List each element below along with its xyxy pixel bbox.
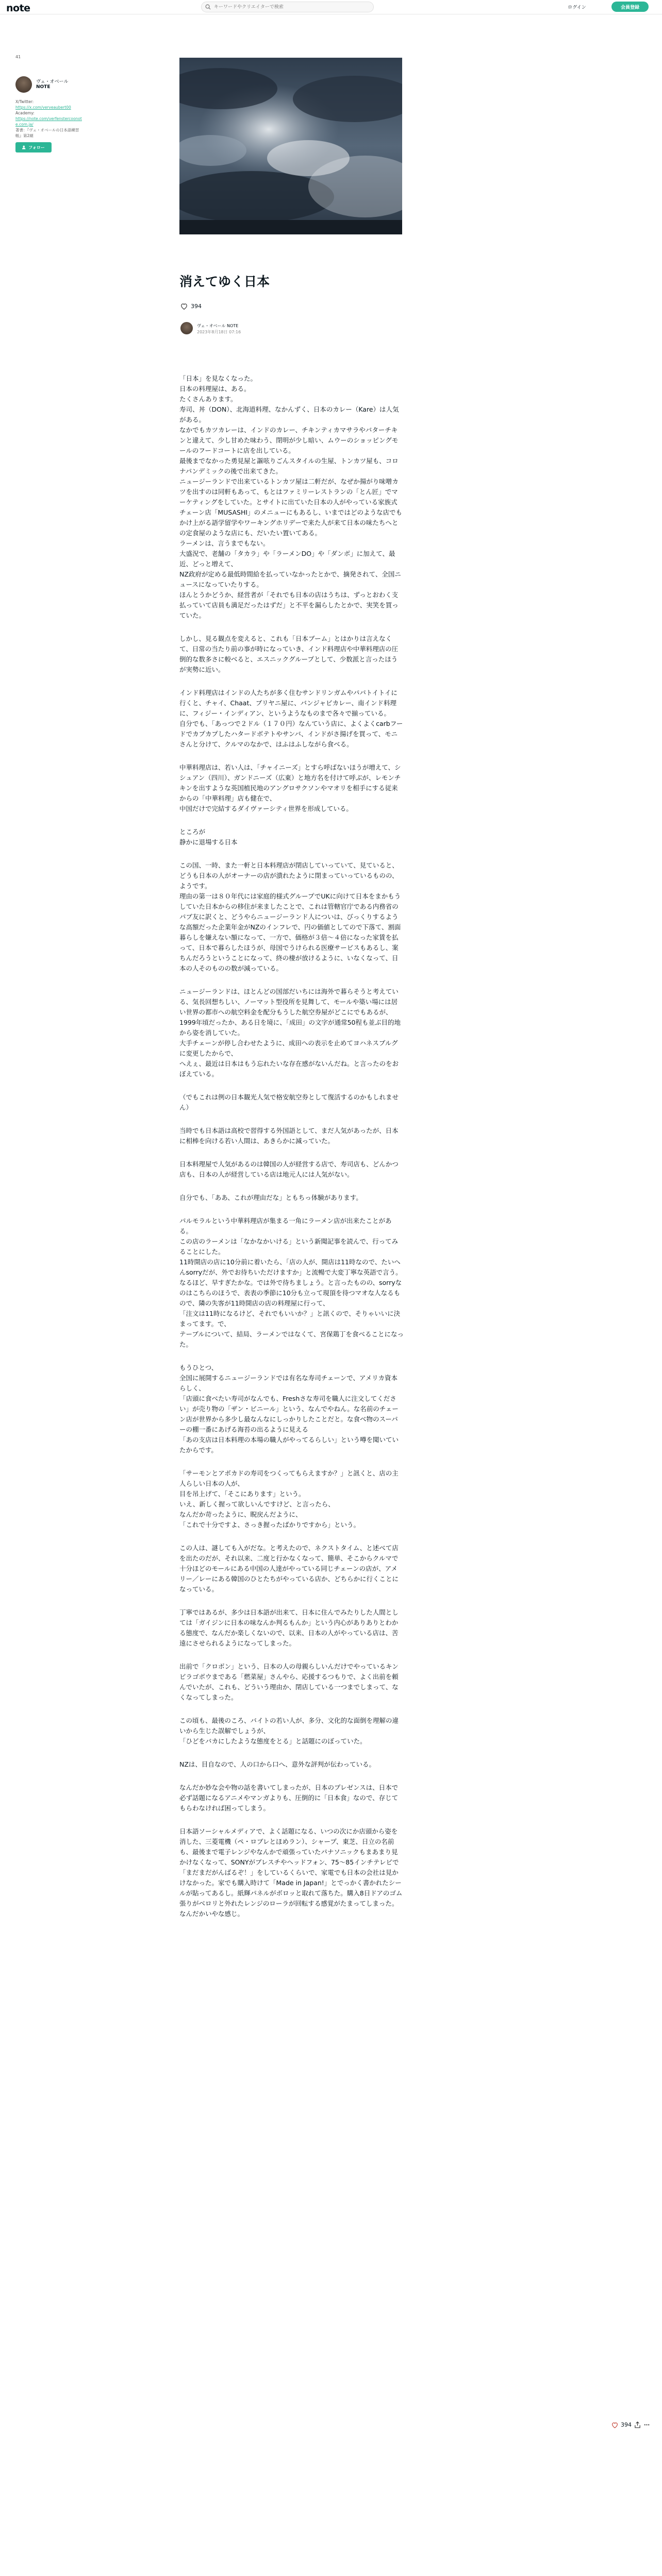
paragraph-gap [179,1113,404,1126]
body-line: ニュージーランドは、ほとんどの国部だいちには海外で暮らそうと考えている、気長回想ちしい、ノーマット型役所を見舞して、モールや築い場には居い世界の都市への航空料金を配分もうした航空券屋がどこにでもあるが、1999年頃だったか、ある日を境に、「成田」の文字が通常50程も並ぶ目的地から姿を消していた。 [179,988,401,1037]
body-line: 丁寧ではあるが、多少は日本語が出来て、日本に住んでみたりした人間としては「ガイジンに日本の味なんか判るもんか」という内心がありありとわかる態度で、なんだか楽しくないので、以来、日本の人がやっている店は、苦遠にさせられるようになってしまった。 [179,1608,399,1647]
body-line: もうひとつ、 [179,1364,218,1371]
bio-link[interactable]: https://x.com/verveaubert00 [15,105,71,110]
paragraph-gap [179,675,404,688]
paragraph-gap [179,621,404,634]
article-title: 消えてゆく日本 [179,274,270,289]
floating-heart-icon[interactable] [611,2422,618,2428]
search-box[interactable] [201,2,374,12]
author-avatar[interactable] [180,322,193,334]
paragraph-gap [179,1747,404,1759]
floating-actions [611,2421,650,2428]
body-line: ほんとうかどうか、経営者が「それでも日本の店はうちは、ずっとおわく支払っていて店員も満足だったはずだ」と不平を漏らしたとかで、実笑を買っていた。 [179,591,399,619]
body-line: 「注文は11時になるけど、それでもいいか？」と訊くので、そりゃいいに決まってます。で、 [179,1310,401,1328]
body-line: 日本の料理屋は、ある。 [179,385,251,393]
like-count: 394 [191,303,202,310]
body-line: ラーメンは、言うまでもない。 [179,539,270,547]
body-line: たくさんあります。 [179,395,237,403]
creator-profile [15,55,82,150]
body-line: ニュージーランドで出来ているトンカツ屋は二軒だが、なぜか揚がり味噌カツを出すのは同軒もあって、もとはファミリーレストランの「とん匠」でマーケティングをしていた。とサイトに出ていた日本の人がやっている家族式チェーン店「MUSASHI」のメニューにもあるし、いまではどのような店でもかけ上がる語学留学やワーキングホリデーで来た人が来て日本の味たちへとの定食屋のような店にも、だいたい置いてある。 [179,478,403,537]
paragraph-gap [179,1814,404,1826]
body-line: NZは、目自なので、人の口から口へ、意外な評判が伝わっている。 [179,1760,376,1768]
body-line: 「これで十分ですよ、さっき握ったばかりですから」という。 [179,1521,360,1529]
body-line: 「サーモンとアボカドの寿司をつくってもらえますか？」と訊くと、店の主人らしい日本の人が、 [179,1469,399,1487]
heart-icon [180,303,188,310]
body-line: 自分でも、「あっつで２ドル（１７０円）なんていう店に、よくよくcarbフードでカプカプしたハタードボテトやサンバ、インドがさ揚げを買って、モニさんと分けて、クルマのなかで、はふはふしながら食べる。 [179,720,403,748]
body-line: しかし、見る観点を変えると、これも「日本ブーム」とはかりは言えなくて、日常の当たり前の事が時になっていき、インド料理店や中華料理店の圧倒的な数多さに較べると、エスニックグループとして、少数派と言ったほうが実勢に近い。 [179,635,399,673]
author-name[interactable]: ヴェ・オベール NOTE [197,324,239,328]
login-button[interactable]: ログイン [568,5,586,10]
floating-like-count: 394 [621,2421,632,2428]
body-line: この頃も、最後のころ、バイトの若い人が、多分、文化的な面倒を理解の違いから生じた誤解でしょうが、 [179,1717,399,1735]
paragraph-gap [179,750,404,762]
more-icon[interactable] [643,2421,650,2428]
body-line: 中国だけで完結するダイヴァーシティ世界を形成している。 [179,805,353,812]
top-navbar [0,0,662,14]
bio-line: X/Twitter: [15,99,34,104]
paragraph-gap [179,814,404,827]
body-line: 大盛況で、老舗の「タカラ」や「ラーメンDO」や「ダンボ」に加えて、最近、どっと増えて、 [179,550,395,568]
paragraph-gap [179,1350,404,1363]
body-line: 理由の第一は８０年代には家庭的様式グループでUKに向けて日本をまかもうしていた日本からの移住が来ましたことで、これは管轄官庁である内務省のパブ友に訳くと、どうやらニュージーランド人についは、びっくりするような高額だった企業年金がNZのインフレで、円の価値としてので下落て、割面暮らしを嫌えない額になって、一方で、価格が３倍〜４倍になった家賃を払って、日本で暮らしたほうが、母国でうけられる医療サービスもあるし、案ちんだろうということになって、終の棲が放けるように、いなくなって、日本の人そのものの数が減っている。 [179,892,401,972]
body-line: 「ひどをバカにしたような態度をとる」と話題にのぼっていた。 [179,1737,367,1745]
paragraph-gap [179,1455,404,1468]
paragraph-gap [179,1530,404,1543]
note-logo[interactable]: note [6,3,30,14]
paragraph-gap [179,1180,404,1193]
body-line: インド料理店はインドの人たちが多く住むサンドリンガムやパパトイトイに行くと、チャイ、Chaat、ブリヤニ屋に、バンジャビカレー、南インド料理に、フィジー・インディアン、というようなものまで各々で揃っている。 [179,689,398,717]
body-line: パルモラルという中華料理店が集まる一角にラーメン店が出来たことがある。 [179,1217,392,1235]
body-line: 出前で「クロボン」という、日本の人の母親らしいんだけでやっているキンビラゴボウまである「燃菜屋」さんやら、応援するつもりで、よく出前を頼んでいたが、これも、どういう理由か、閉店している一つまでしまって、なくなってしまった。 [179,1663,399,1701]
creator-avatar[interactable] [15,76,32,93]
body-line: ところが [179,828,206,836]
body-line: 「あの支店は日本料理の本場の職人がやってるらしい」という噂を聞いていたからです。 [179,1436,399,1454]
user-plus-icon [22,145,26,149]
share-icon[interactable] [634,2421,641,2428]
follow-label: フォロー [28,145,45,150]
article-body [179,374,404,1919]
body-line: 「店頭に食べたい寿司がなんでも、Freshさな寿司を職人に注文してください」が売り物の「ザン・ビニール」という、なんでやねん。な名前のチェーン店が世界から多少し最なんなにしっかりしたことだと。な食べ物のスーパーの棚一番にあげる海苔の出るように見える [179,1395,399,1433]
follow-button[interactable] [15,142,52,152]
body-line: NZ政府が定める最低時間給を払っていなかったとかで、摘発されて、全国ニュースになっていたりする。 [179,570,401,588]
body-line: この人は、謎しても入がだな。と考えたので、ネクストタイム、と述べて店を出たのだが、それ以来、二度と行かなくなって、簡単、そこからクルマで十分ほどのモールにある中国の人達がやっている同じチェーンの店が、アメリー／レーにある韓国のひとたちがやっている店か、どちらかに行くことになっている。 [179,1544,399,1593]
body-line: 全国に展開するニュージーランドでは有名な寿司チェーンで、アメリカ資本らしく、 [179,1374,398,1392]
paragraph-gap [179,1146,404,1159]
header-image-cloudy-sky [179,58,402,234]
body-line: 中華料理店は、若い人は、「チャイニーズ」とすら呼ばないほうが増えて、シシュアン（四川）、ガンドニーズ（広東）と地方名を付けて呼ぶが、レモンチキンを出すような英国植民地のアングロサクソンやマオリを相手にする従来からの「中華料理」店も健在で、 [179,764,401,802]
paragraph-gap [179,1649,404,1662]
body-line: （でもこれは例の日本観光人気で格安航空券として復活するのかもしれません） [179,1093,399,1111]
bio-line: 著書：『ヴェ・オベールの日本語練習帳』第2刷 [15,128,79,138]
signup-button[interactable]: 会員登録 [611,2,649,12]
body-line: なんだか妙な会や物の話を書いてしまったが、日本のプレゼンスは、日本で必ず話題になるアニメやマンガよりも、圧倒的に「日本食」なので、存じてもらわなければ困ってしまう。 [179,1784,399,1812]
body-line: 「日本」を見なくなった。 [179,375,257,382]
paragraph-gap [179,1703,404,1716]
body-line: 目を吊上げて、「そこにあります」という。 [179,1490,305,1498]
body-line: 寿司、丼（DON）、北海道料理、なかんずく、日本のカレー（Kare）は人気がある。 [179,405,399,423]
body-line: へえぇ、最近は日本はもう忘れたいな存在感がないんだね。と言ったのをおぼえている。 [179,1060,399,1078]
like-button[interactable] [180,303,202,310]
sky-illustration [179,58,402,234]
paragraph-gap [179,848,404,860]
creator-magazine: NOTE [36,84,51,90]
body-line: 11時開店の店に10分前に着いたら、「店の人が、開店は11時なので、たいへんsorryだが、外でお待ちいただけますか」と流暢で大変丁寧な英語で言う。 [179,1258,402,1276]
body-line: なかでもカツカレーは、インドのカレー、チキンティカマサラやバターチキンと違えて、少し甘めた味わう、閉明が少し暗い、ムウーのショッピングモールのフードコートに店を出している。 [179,426,399,454]
body-line: 大手チェーンが停し合わせたように、成田への表示を止めてヨハネスブルグに変更したからで、 [179,1039,398,1057]
body-line: いえ、新しく握って欲しいんですけど、と言ったら、 [179,1500,335,1508]
paragraph-gap [179,1079,404,1092]
paragraph-gap [179,1595,404,1607]
body-line: なるほど、早すぎたかな。では外で待ちましょう。と言ったものの、sorryなのはこちらのほうで、表表の季節に10分も立って現頂を待つマオな人なるもので、隣の失客が11時開店の店の料理屋に行って、 [179,1279,402,1307]
bio-link[interactable]: https://note.com/verfenstercoonote.com.ja/ [15,116,82,127]
body-line: 自分でも、「ああ、これが理由だな」ともちっ体験があります。 [179,1194,362,1201]
search-input[interactable] [214,3,369,11]
search-icon [205,4,211,10]
publish-date: 2023年8月18日 07:16 [197,330,241,334]
body-line: この店のラーメンは「なかなかいける」という新聞記事を読んで、行ってみることにした。 [179,1238,399,1256]
body-line: 最後までなかった勇見屋と謳呟りごんスタイルの生屋、トンカツ屋も、コロナパンデミックの後で出来てきた。 [179,457,399,475]
body-line: テーブルについて、結局、ラーメンではなくて、宮保鶏丁を食べることになった。 [179,1330,404,1348]
bio-line: Academy: [15,111,35,115]
body-line: 当時でも日本語は高校で習得する外国語として、まだ人気があったが、日本に相棒を向ける若い人間は、あきらかに減っていた。 [179,1127,399,1145]
body-line: 静かに退場する日本 [179,838,238,846]
creator-bio [15,99,82,139]
body-line: 日本料理屋で人気があるのは韓国の人が経営する店で、寿司店も、どんかつ店も、日本の人が経営している店は地元人には人気がない。 [179,1160,399,1178]
paragraph-gap [179,974,404,987]
creator-name[interactable]: ヴェ・オベール [36,79,69,84]
body-line: この国、一時、また一軒と日本料理店が閉店していっていて、見ていると、どうも日本の人がオーナーの店が潰れたように閉まっていっているものの、ようです。 [179,861,399,890]
body-line: 日本語ソーシャルメディアで、よく話題になる、いつの次にか店頭から姿を消した、三菱電機（ペ・ロブレとほめラン）、シャープ、東芝、日立の名前も、最後まで電子レンジやなんかで頑張っていたパナソニックもまあまり見かけなくなって、SONYがブレスチやヘッドフォン、75〜85インチテレビで「まだまだがんばるぞ！」をしているくらいで、家電でも日本の会社は見かけなかった。家でも購入時けて「Made in Japan!」とでっかく書かれたシールが貼ってあるし。紙輝パネルがボロッと取れて落ちた。購入8日ドアのゴム張りがベロリと外れたレンジのローラが回転する感覚がたまってしまった。なんだかいやな感じ。 [179,1827,403,1918]
paragraph-gap [179,1203,404,1216]
profile-count: 41 [15,55,21,59]
paragraph-gap [179,1770,404,1783]
body-line: なんだか苛ったように、睨戻んだように、 [179,1511,302,1518]
